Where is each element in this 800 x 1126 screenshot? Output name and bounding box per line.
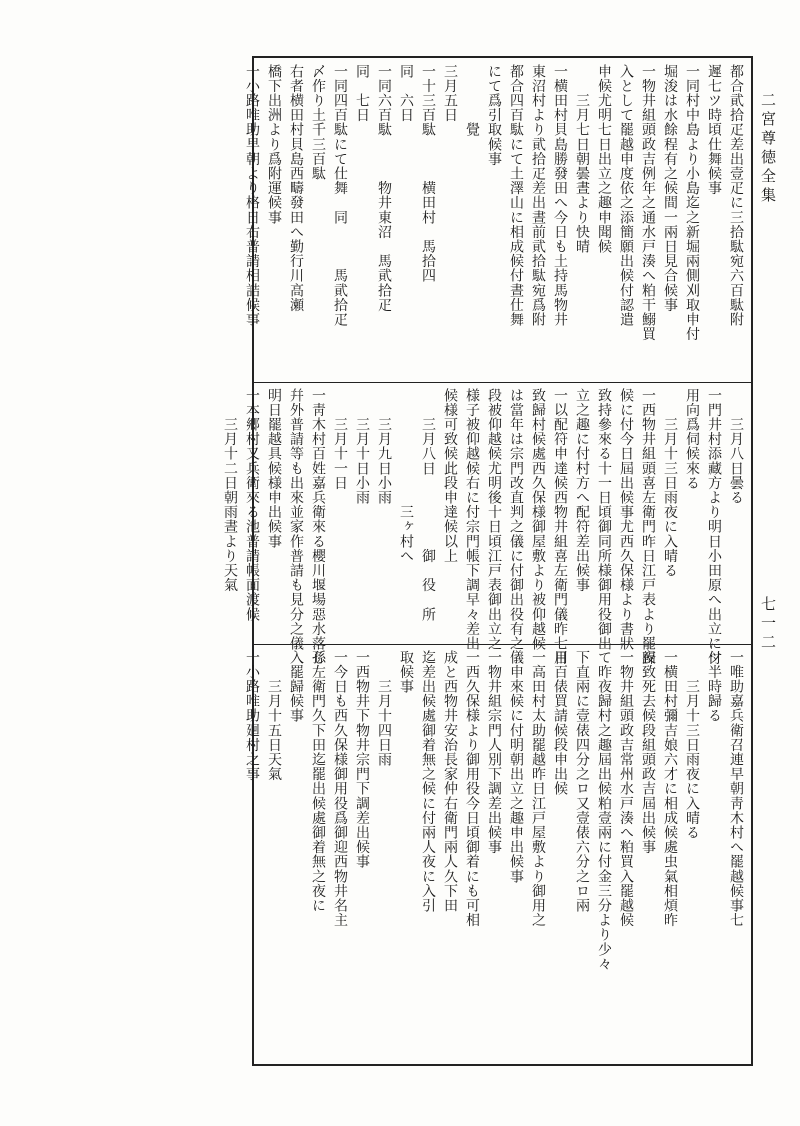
text-line: 取候事 xyxy=(398,650,414,694)
page-number: 七一二 xyxy=(759,596,777,653)
text-line: 三月十三日雨夜に入晴る xyxy=(662,388,678,578)
divider-rule xyxy=(254,644,751,645)
text-block-bottom xyxy=(244,650,745,1058)
text-line: 橋下出洲より爲附運候事 xyxy=(266,64,282,225)
text-line: 一高田村太助罷越昨日江戸屋敷より御用之 xyxy=(530,650,546,928)
text-line: 右者横田村貝島西疇發田へ勤行川高瀬 xyxy=(288,64,304,313)
text-line: 都合貮拾疋差出壹疋に三拾駄宛六百駄附 xyxy=(728,64,744,327)
text-line: 一物井組宗門人別下調差出候事 xyxy=(486,650,502,855)
text-frame xyxy=(222,56,753,1066)
text-line: 申候尤明七日出立之趣申聞候 xyxy=(596,64,612,254)
text-line: ツ半時歸る xyxy=(706,650,722,723)
text-line: 三月十日小雨 xyxy=(354,388,370,505)
text-line: は當年は宗門改直判之儀に付御出役有之 xyxy=(508,388,524,651)
text-line: 一横田村貝島勝發田へ今日も土持馬物井 xyxy=(552,64,568,327)
text-line: 一今日も西久保様御用役爲御迎西物井名主 xyxy=(332,650,348,928)
text-line: 遲七ツ時頃仕舞候事 xyxy=(706,64,722,196)
text-line: 三月七日朝曇晝より快晴 xyxy=(574,64,590,254)
text-line: て昨夜歸村之趣屆出候粕壹兩に付金三分より少々 xyxy=(596,650,612,972)
text-line: 入罷歸候事 xyxy=(288,650,304,723)
text-line: 幷外普請等も出來並家作普請も見分之儀 xyxy=(288,388,304,651)
text-line: 一物井組頭政吉例年之通水戸湊へ粕干鰯買 xyxy=(640,64,656,342)
text-line: 一西物井組頭喜左衛門昨日江戸表より罷歸 xyxy=(640,388,656,666)
text-line: にて爲引取候事 xyxy=(486,64,502,167)
text-line: 〆作り土千三百駄 xyxy=(310,64,326,181)
text-line: 三月十五日天氣 xyxy=(266,650,282,782)
text-line: 三月十二日朝雨晝より天氣 xyxy=(222,388,238,593)
text-line: 一小路唯助廻村之事 xyxy=(244,650,260,782)
text-line: 立之趣に付村方へ配符差出候事 xyxy=(574,388,590,593)
text-line: 一門井村添藏方より明日小田原へ出立に付 xyxy=(706,388,722,666)
text-line: 夜致死去候段組頭政吉屆出候事 xyxy=(640,650,656,855)
text-line: 同 六日 xyxy=(398,64,414,123)
text-line: 様子被仰越候右に付宗門帳下調早々差出 xyxy=(464,388,480,651)
text-line: 候に付今日屆出候事尤西久保様より書狀 xyxy=(618,388,634,651)
text-line: 三月八日 御 役 所 xyxy=(420,388,436,622)
text-line: 一以配符申達候西物井組喜左衛門儀昨七日 xyxy=(552,388,568,666)
text-line: 都合四百駄にて土澤山に相成候付晝仕舞 xyxy=(508,64,524,327)
text-line: 一横田村彌吉娘六才に相成候處虫氣相煩昨 xyxy=(662,650,678,928)
text-line: 用百俵買請候段申出候 xyxy=(552,650,568,796)
text-line: 儀申來候に付明朝出立之趣申出候事 xyxy=(508,650,524,884)
text-line: 段被仰越候尤明後十日頃江戸表御出立之 xyxy=(486,388,502,651)
text-line: 一小路唯助早朝より格日右普請相詰候事 xyxy=(244,64,260,327)
text-line: 候様可致候此段申達候以上 xyxy=(442,388,458,564)
text-line: 三月十三日雨夜に入晴る xyxy=(684,650,700,840)
text-line: 同 七日 xyxy=(354,64,370,123)
text-line: 一西久保様より御用役今日頃御着にも可相 xyxy=(464,650,480,928)
text-line: 一唯助嘉兵衛召連早朝靑木村へ罷越候事七 xyxy=(728,650,744,928)
text-line: 三月十一日 xyxy=(332,388,348,491)
text-line: 一西物井下物井宗門下調差出候事 xyxy=(354,650,370,869)
text-line: 孫左衛門久下田迄罷出候處御着無之夜に xyxy=(310,650,326,913)
text-line: 一物井組頭政吉常州水戸湊へ粕買入罷越候 xyxy=(618,650,634,928)
text-line: 東沼村より貮拾疋差出晝前貮拾駄宛爲附 xyxy=(530,64,546,327)
text-line: 三ヶ村へ xyxy=(398,388,414,564)
text-line: 覺 xyxy=(464,64,480,137)
text-line: 迄差出候處御着無之候に付兩人夜に入引 xyxy=(420,650,436,913)
text-block-top xyxy=(244,64,745,376)
running-head-book-title: 二宮尊徳全集 xyxy=(759,92,777,206)
text-line: 一同六百駄 物井東沼 馬貮拾疋 xyxy=(376,64,392,313)
text-line: 明日罷越具候様申出候事 xyxy=(266,388,282,549)
text-line: 三月八日曇る xyxy=(728,388,744,505)
text-line: 用向爲伺候來る xyxy=(684,388,700,491)
text-line: 致歸村候處西久保様御屋敷より被仰越候 xyxy=(530,388,546,651)
text-line: 一十三百駄 横田村 馬拾四 xyxy=(420,64,436,283)
text-line: 一同村中島より小島迄之新堀兩側刈取申付 xyxy=(684,64,700,342)
text-line: 三月十四日雨 xyxy=(376,650,392,767)
text-line: 三月九日小雨 xyxy=(376,388,392,505)
text-line: 一靑木村百姓嘉兵衛來る櫻川堰場惡水落し xyxy=(310,388,326,666)
text-line: 下直兩に壹俵四分之ロ又壹俵六分之ロ兩 xyxy=(574,650,590,913)
text-line: 一同四百駄にて仕舞 同 馬貮拾疋 xyxy=(332,64,348,327)
text-line: 入として罷越申度依之添簡願出候付認遣 xyxy=(618,64,634,327)
text-line: 堀浚は水餘程有之候間一兩日見合候事 xyxy=(662,64,678,313)
text-block-middle xyxy=(222,388,745,666)
text-line: 成と西物井安治長家仲右衛門兩人久下田 xyxy=(442,650,458,913)
divider-rule xyxy=(254,382,751,383)
text-line: 一本郷村又兵衛來る池普請帳面渡候 xyxy=(244,388,260,622)
text-line: 三月五日 xyxy=(442,64,458,123)
text-line: 致持參來る十一日頃御同所様御用役御出 xyxy=(596,388,612,651)
